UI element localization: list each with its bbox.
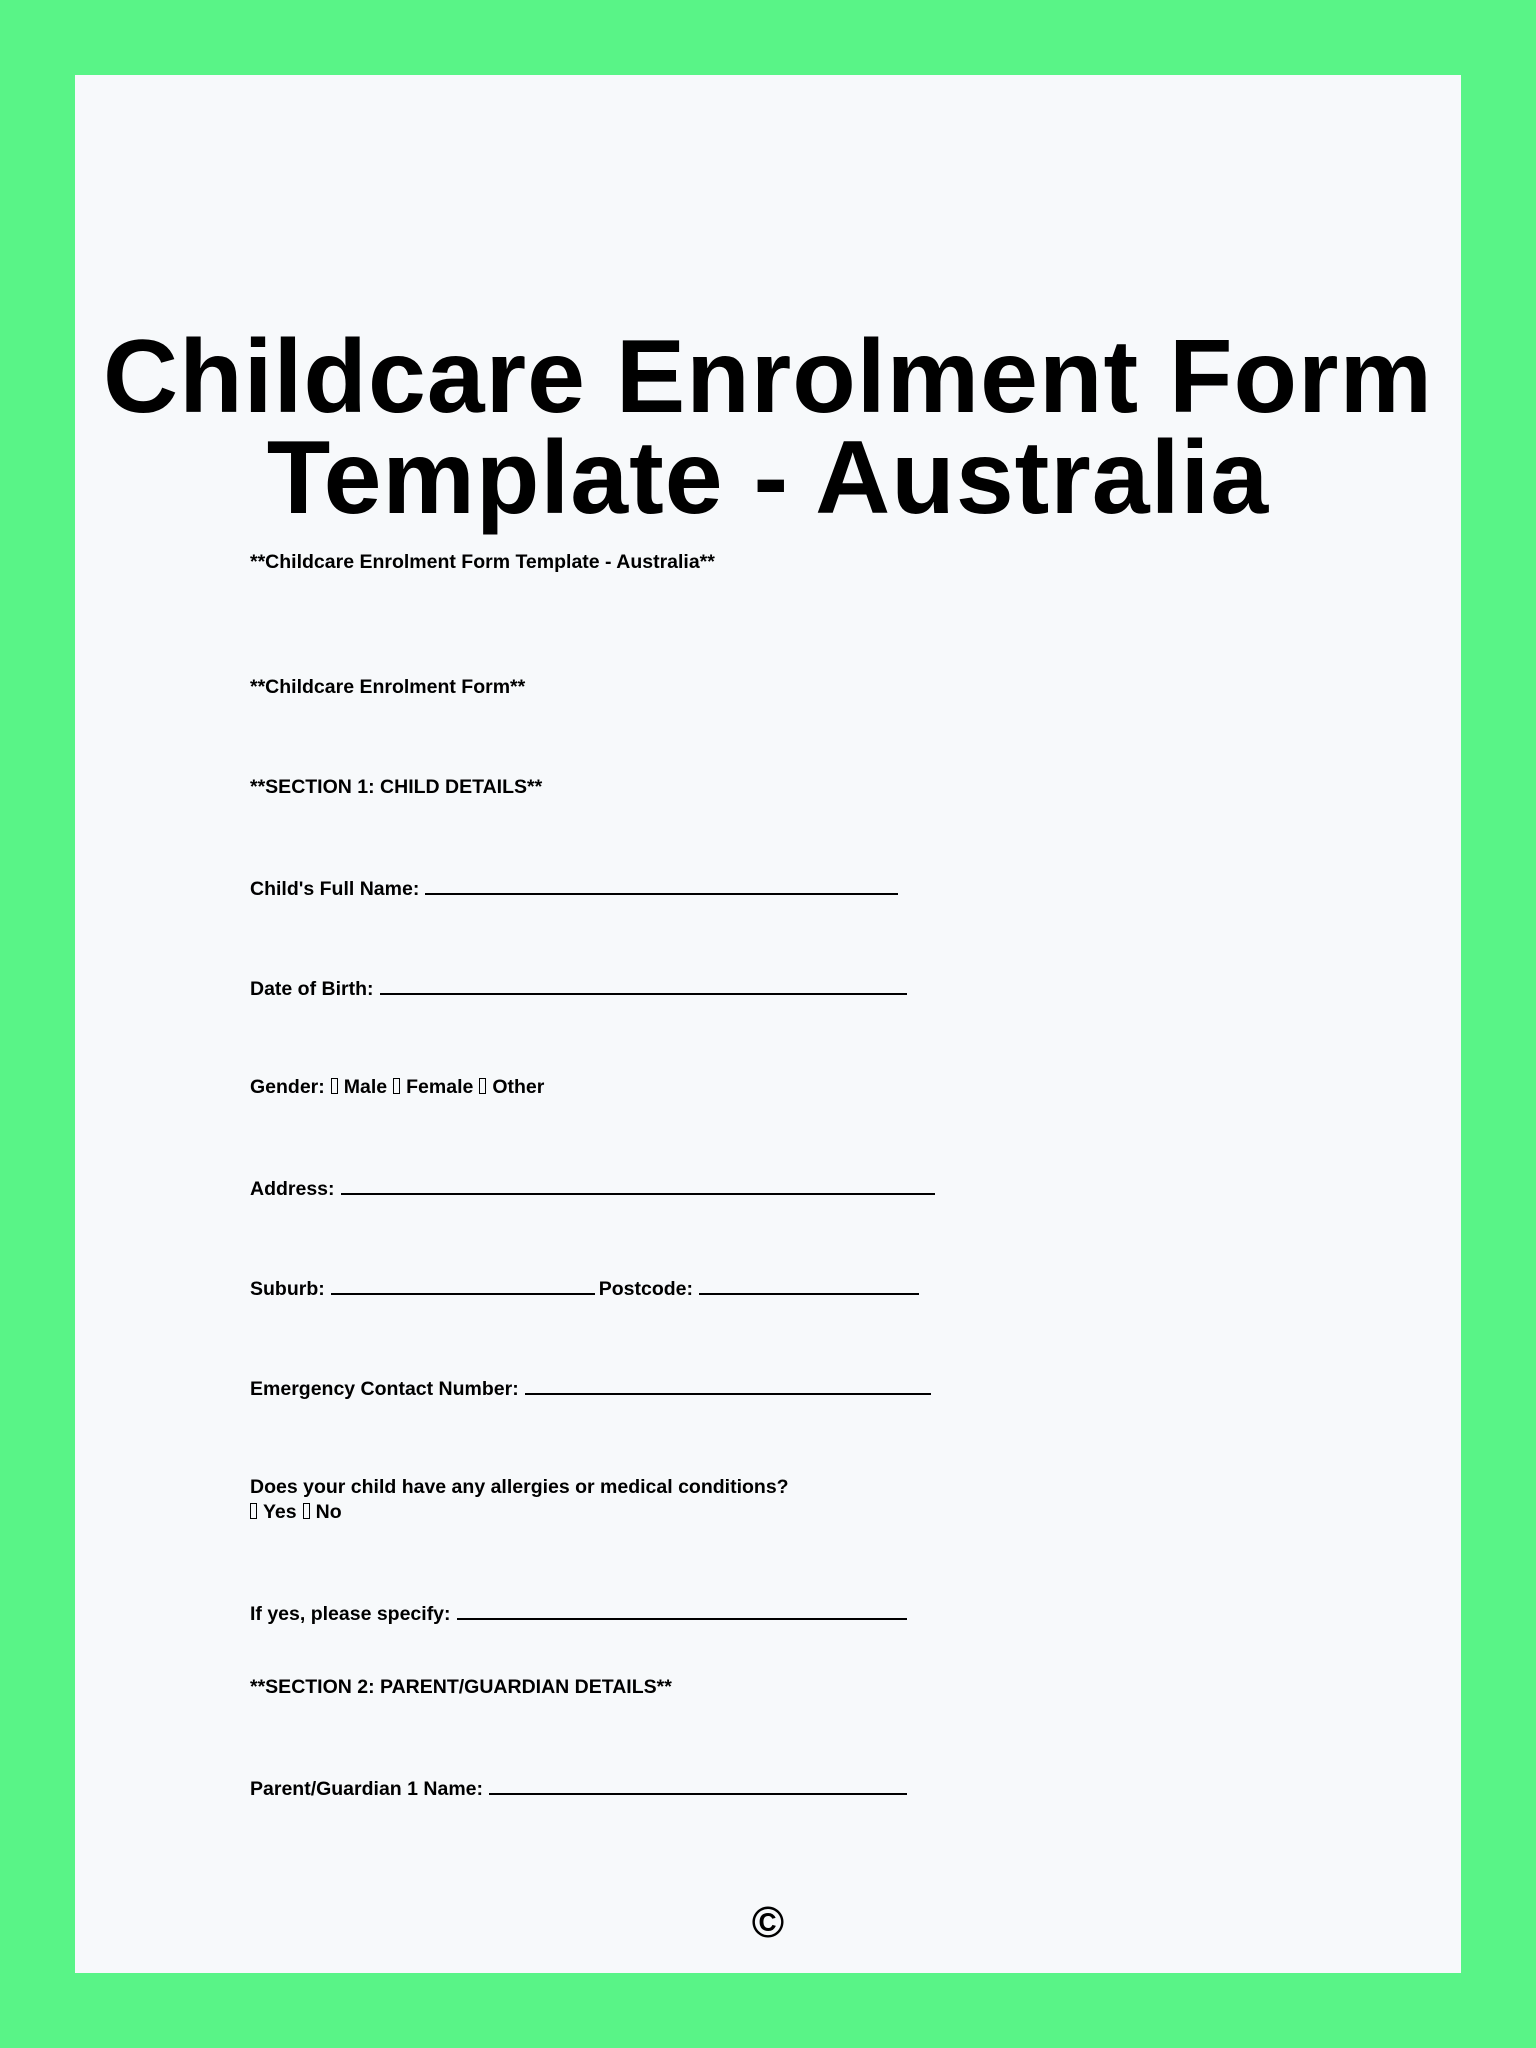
gender-male-label: Male [343, 1076, 388, 1098]
allergies-yes-label: Yes [263, 1501, 297, 1523]
date-of-birth-label: Date of Birth: [250, 978, 374, 1000]
gender-female-label: Female [406, 1076, 474, 1098]
allergies-specify-field[interactable] [457, 1600, 907, 1620]
parent-1-name-label: Parent/Guardian 1 Name: [250, 1778, 483, 1800]
allergies-options-row [250, 1500, 342, 1525]
title-line-2: Template - Australia [266, 420, 1270, 536]
allergies-question: Does your child have any allergies or medical conditions? [250, 1476, 789, 1498]
allergies-yes-checkbox[interactable] [250, 1503, 257, 1519]
gender-male-checkbox[interactable] [331, 1078, 338, 1094]
postcode-field[interactable] [699, 1275, 919, 1295]
document-page [75, 75, 1461, 1973]
gender-other-label: Other [492, 1076, 545, 1098]
document-heading: **Childcare Enrolment Form Template - Australia** [250, 551, 715, 573]
allergies-no-label: No [315, 1501, 342, 1523]
gender-other-checkbox[interactable] [479, 1078, 486, 1094]
form-heading: **Childcare Enrolment Form** [250, 676, 526, 698]
parent-1-name-row [250, 1775, 911, 1802]
child-full-name-field[interactable] [425, 875, 898, 895]
allergies-specify-row [250, 1600, 911, 1627]
emergency-contact-row [250, 1375, 935, 1402]
allergies-specify-label: If yes, please specify: [250, 1603, 451, 1625]
copyright-symbol: © [751, 1898, 785, 1947]
address-field[interactable] [341, 1175, 935, 1195]
date-of-birth-field[interactable] [380, 975, 907, 995]
emergency-contact-label: Emergency Contact Number: [250, 1378, 519, 1400]
child-full-name-label: Child's Full Name: [250, 878, 420, 900]
gender-row [250, 1075, 544, 1100]
page-title [75, 319, 1461, 536]
suburb-field[interactable] [331, 1275, 595, 1295]
parent-1-name-field[interactable] [489, 1775, 907, 1795]
gender-female-checkbox[interactable] [393, 1078, 400, 1094]
emergency-contact-field[interactable] [525, 1375, 931, 1395]
section-2-heading: **SECTION 2: PARENT/GUARDIAN DETAILS** [250, 1676, 672, 1698]
section-1-heading: **SECTION 1: CHILD DETAILS** [250, 776, 543, 798]
allergies-no-checkbox[interactable] [303, 1503, 310, 1519]
gender-label: Gender: [250, 1076, 325, 1098]
suburb-label: Suburb: [250, 1278, 325, 1300]
child-full-name-row [250, 875, 902, 902]
date-of-birth-row [250, 975, 911, 1002]
address-row [250, 1175, 939, 1202]
postcode-label: Postcode: [598, 1278, 693, 1300]
address-label: Address: [250, 1178, 335, 1200]
suburb-postcode-row [250, 1275, 923, 1302]
title-line-1: Childcare Enrolment Form [103, 319, 1433, 435]
